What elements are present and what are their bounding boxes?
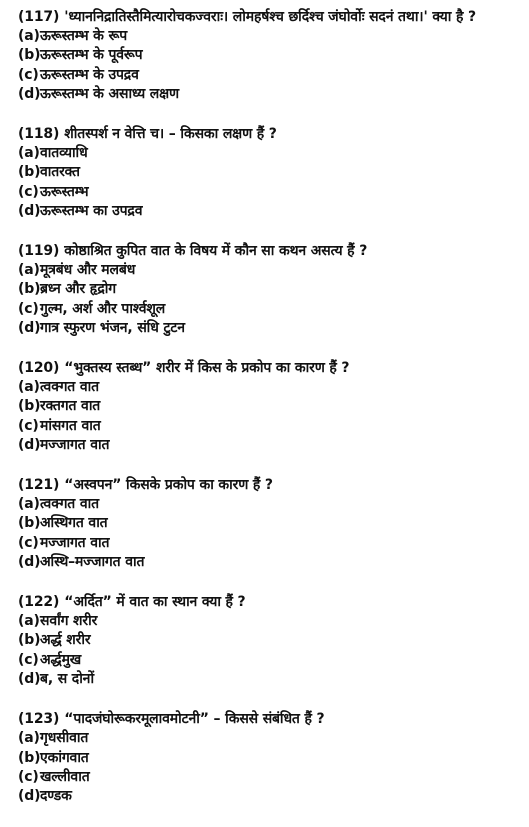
option-text: गात्र स्फुरण भंजन, संधि टुटन [40, 319, 185, 336]
option-letter: (d) [18, 670, 41, 687]
option-text: दण्डक [40, 787, 72, 804]
option-d [18, 553, 523, 572]
option-b [18, 749, 523, 768]
option-d [18, 436, 523, 455]
option-text: खल्लीवात [40, 768, 90, 785]
option-letter: (b) [18, 632, 41, 649]
question-number: (117) [18, 9, 60, 25]
question-body: कोष्ठाश्रित कुपित वात के विषय में कौन सा कथन असत्य हैं ? [64, 243, 368, 260]
option-letter: (c) [18, 183, 39, 200]
option-d [18, 670, 523, 689]
option-text: ऊरूस्तम्भ के असाध्य लक्षण [40, 85, 179, 102]
option-text: ऊरूस्तम्भ [40, 183, 89, 200]
option-text: रक्तगत वात [40, 398, 101, 415]
option-letter: (a) [18, 496, 40, 513]
option-b [18, 631, 523, 650]
option-b [18, 163, 523, 182]
option-text: अस्थिगत वात [40, 515, 108, 532]
option-b [18, 46, 523, 65]
option-letter: (a) [18, 28, 40, 45]
question-body: “पादजंघोरूकरमूलावमोटनी” – किससे संबंधित हैं ? [64, 711, 325, 728]
question-121 [18, 476, 523, 572]
option-text: गुल्म, अर्श और पार्श्वशूल [40, 300, 166, 317]
option-text: अर्द्ध शरीर [40, 632, 91, 649]
question-number: (120) [18, 360, 60, 377]
question-number: (119) [18, 243, 60, 260]
option-text: ऊरूस्तम्भ के उपद्रव [40, 66, 139, 83]
question-body: “अर्दित” में वात का स्थान क्या हैं ? [64, 594, 246, 611]
question-117 [18, 8, 523, 104]
option-letter: (b) [18, 515, 41, 532]
question-number: (121) [18, 477, 60, 494]
question-number: (122) [18, 594, 60, 611]
option-letter: (c) [18, 768, 39, 785]
question-body: 'ध्याननिद्रातिस्तैमित्यारोचकज्वराः। लोमहर्षश्च छर्दिश्च जंघोर्वोः सदनं तथा।' क्या है ? [64, 9, 476, 25]
option-letter: (b) [18, 47, 41, 64]
option-c [18, 534, 523, 553]
option-text: ब्रध्न और हृद्रोग [40, 281, 116, 298]
option-letter: (d) [18, 787, 41, 804]
option-text: मांसगत वात [40, 417, 101, 434]
option-letter: (d) [18, 553, 41, 570]
option-letter: (a) [18, 262, 40, 279]
option-letter: (b) [18, 398, 41, 415]
option-text: ऊरूस्तम्भ के पूर्वरूप [40, 47, 143, 64]
option-letter: (a) [18, 730, 40, 747]
option-d [18, 787, 523, 806]
option-text: मूत्रबंध और मलबंध [40, 262, 136, 279]
option-a [18, 144, 523, 163]
option-c [18, 66, 523, 85]
question-text [18, 125, 523, 144]
option-text: ब, स दोनों [40, 670, 94, 687]
option-text: मज्जागत वात [40, 436, 110, 453]
option-text: अर्द्धमुख [40, 651, 82, 668]
option-letter: (a) [18, 145, 40, 162]
option-letter: (c) [18, 66, 39, 83]
question-number: (118) [18, 126, 60, 143]
option-c [18, 768, 523, 787]
question-page [18, 8, 523, 827]
option-letter: (b) [18, 164, 41, 181]
option-text: मज्जागत वात [40, 534, 110, 551]
option-letter: (c) [18, 417, 39, 434]
option-b [18, 397, 523, 416]
option-a [18, 261, 523, 280]
option-text: वातरक्त [40, 164, 80, 181]
option-text: सर्वांग शरीर [40, 613, 98, 630]
option-a [18, 495, 523, 514]
question-119 [18, 242, 523, 338]
question-text [18, 476, 523, 495]
question-number: (123) [18, 711, 60, 728]
option-letter: (a) [18, 379, 40, 396]
option-d [18, 202, 523, 221]
option-letter: (b) [18, 281, 41, 298]
option-c [18, 300, 523, 319]
option-text: वातव्याधि [40, 145, 88, 162]
option-text: गृधसीवात [40, 730, 89, 747]
question-text [18, 593, 523, 612]
question-body: “अस्वपन” किसके प्रकोप का कारण हैं ? [64, 477, 273, 494]
option-b [18, 280, 523, 299]
option-a [18, 612, 523, 631]
option-letter: (d) [18, 436, 41, 453]
question-text [18, 242, 523, 261]
option-text: एकांगवात [40, 749, 89, 766]
option-d [18, 319, 523, 338]
question-text [18, 359, 523, 378]
option-letter: (d) [18, 202, 41, 219]
option-c [18, 417, 523, 436]
option-a [18, 27, 523, 46]
option-letter: (d) [18, 85, 41, 102]
option-text: ऊरूस्तम्भ के रूप [40, 28, 128, 45]
option-c [18, 183, 523, 202]
question-120 [18, 359, 523, 455]
option-letter: (c) [18, 300, 39, 317]
option-letter: (d) [18, 319, 41, 336]
option-letter: (c) [18, 651, 39, 668]
option-b [18, 514, 523, 533]
option-letter: (a) [18, 613, 40, 630]
question-text [18, 8, 523, 27]
option-c [18, 651, 523, 670]
question-122 [18, 593, 523, 689]
option-a [18, 378, 523, 397]
question-text [18, 710, 523, 729]
question-118 [18, 125, 523, 221]
option-text: त्वक्गत वात [40, 496, 99, 513]
option-d [18, 85, 523, 104]
question-body: “भुक्तस्य स्तब्ध” शरीर में किस के प्रकोप का कारण हैं ? [64, 360, 350, 377]
option-letter: (c) [18, 534, 39, 551]
option-text: ऊरूस्तम्भ का उपद्रव [40, 202, 143, 219]
question-123 [18, 710, 523, 806]
option-letter: (b) [18, 749, 41, 766]
option-a [18, 729, 523, 748]
option-text: अस्थि–मज्जागत वात [40, 553, 145, 570]
option-text: त्वक्गत वात [40, 379, 99, 396]
question-body: शीतस्पर्श न वेत्ति च। – किसका लक्षण हैं ? [64, 126, 277, 143]
